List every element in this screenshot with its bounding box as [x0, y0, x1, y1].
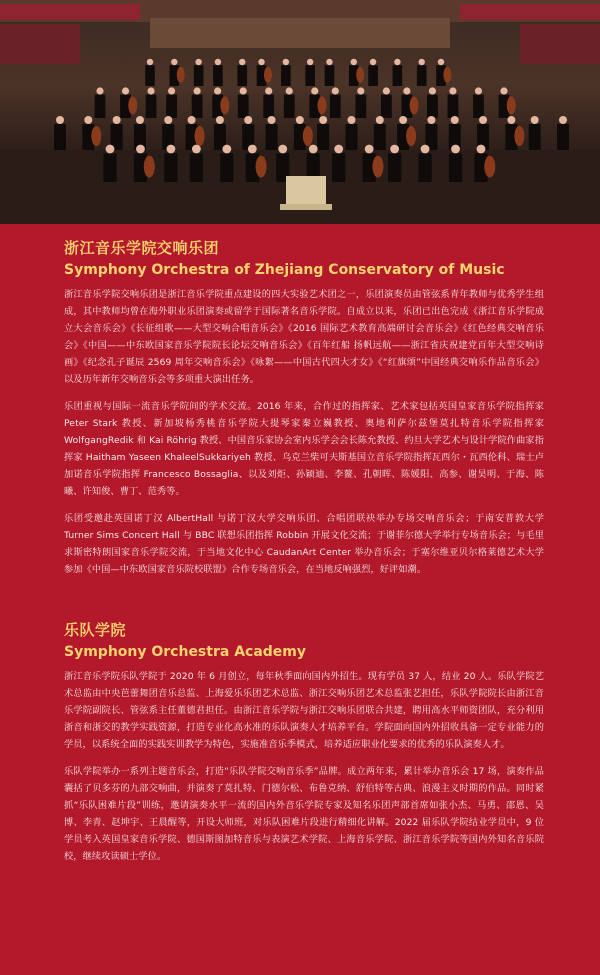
- musician-head: [421, 145, 430, 154]
- musician-head: [278, 145, 287, 154]
- musician-body: [388, 153, 401, 182]
- musician-body: [213, 65, 223, 86]
- musician-head: [319, 116, 327, 124]
- musician-body: [305, 65, 315, 86]
- musician-head: [370, 59, 376, 65]
- musician-head: [240, 87, 247, 94]
- paragraph: 乐团受邀赴英国诺丁汉 AlbertHall 与诺丁汉大学交响乐团、合唱团联袂举办专场交响音乐会；于南安普敦大学 Turner Sims Concert Hall 与 BBC 联想乐团指挥 Robbin 开展文化交流；于谢菲尔德大学举行专场音乐会；与毛里求斯密特朗国家音乐学院交流，于当地文化中心 CaudanArt Center 举办音乐会；于塞尔维亚贝尔格莱德艺术大学参加《中国—中东欧国家音乐院校联盟》合作专场音乐会，在当地反响强烈，好评如潮。: [64, 513, 544, 575]
- musician-head: [365, 145, 374, 154]
- musician-head: [122, 87, 129, 94]
- string-instrument: [128, 96, 137, 114]
- musician-body: [557, 124, 569, 150]
- string-instrument: [144, 156, 155, 178]
- musician-body: [325, 65, 335, 86]
- musician-head: [167, 145, 176, 154]
- musician-head: [168, 87, 175, 94]
- podium-base: [280, 204, 332, 210]
- musician-head: [383, 87, 390, 94]
- stage-back-wall: [150, 18, 450, 48]
- section-title-en: Symphony Orchestra Academy: [64, 644, 306, 660]
- section-symphony-orchestra: [64, 238, 544, 578]
- musician-head: [479, 116, 487, 124]
- musician-head: [215, 59, 221, 65]
- musician-head: [147, 87, 154, 94]
- musician-body: [95, 95, 106, 118]
- string-instrument: [303, 126, 313, 146]
- musician-head: [394, 59, 400, 65]
- musician-head: [451, 116, 459, 124]
- musician-head: [347, 116, 355, 124]
- string-instrument: [410, 96, 419, 114]
- musician-head: [113, 116, 121, 124]
- musician-head: [296, 116, 304, 124]
- musician-body: [417, 65, 427, 86]
- musician-head: [451, 145, 460, 154]
- musician-head: [309, 145, 318, 154]
- musician-head: [334, 145, 343, 154]
- musician-head: [96, 87, 103, 94]
- section-orchestra-academy: [64, 620, 544, 865]
- string-instrument: [372, 156, 383, 178]
- musician-head: [239, 59, 245, 65]
- musician-head: [418, 59, 424, 65]
- musician-body: [418, 153, 431, 182]
- paragraph: 浙江音乐学院乐队学院于 2020 年 6 月创立，每年秋季面向国内外招生。现有学员 37 人，结业 20 人。乐队学院艺术总监由中央芭蕾舞团音乐总监、上海爱乐乐团艺术总监、浙江交响乐团艺术总监张艺担任，乐队学院院长由浙江音乐学院副院长、管弦系主任董德君担任。由浙江音乐学院与浙江交响乐团联合共建，聘用高水平师资团队，充分利用浙音和浙交的教学实践资源，打造专业化高水准的乐队演奏人才培养平台。学院面向国内外招收具备一定专业能力的学员，以系统全面的实践实训教学为特色，实施准音乐季模式，培养适应职业化要求的优秀的乐队演奏人才。: [64, 671, 544, 750]
- musician-head: [195, 59, 201, 65]
- musician-head: [399, 116, 407, 124]
- musician-head: [351, 59, 357, 65]
- musician-body: [330, 95, 341, 118]
- musician-head: [283, 59, 289, 65]
- musician-body: [266, 124, 278, 150]
- paragraph: 乐团重视与国际一流音乐学院间的学术交流。2016 年来，合作过的指挥家、艺术家包括英国皇家音乐学院指挥家 Peter Stark 教授、新加坡杨秀桃音乐学院大提琴家秦立巍教授、奥地利萨尔兹堡莫扎特音乐学院指挥家 WolfgangRedik 和 Kai Röhrig 教授、中国音乐家协会室内乐学会会长陈允教授、约旦大学艺术与设计学院作曲家指挥家 Haitham Yaseen KhaleelSukkariyeh 教授、乌克兰柴可夫斯基国立音乐学院指挥瓦西尔・瓦西伦科、瑞士卢加诺音乐学院指挥 Francesco Bossaglia、以及刘炬、孙颖迪、李鳌、孔朝晖、陈媛阳、高参、谢昊明、于海、陈曦、许知俊、曹丁、范秀等。: [64, 401, 544, 497]
- string-instrument: [484, 156, 495, 178]
- musician-body: [368, 65, 378, 86]
- musician-head: [531, 116, 539, 124]
- musician-head: [265, 87, 272, 94]
- musician-body: [237, 65, 247, 86]
- musician-head: [188, 116, 196, 124]
- string-instrument: [256, 156, 267, 178]
- string-instrument: [220, 96, 229, 114]
- musician-head: [507, 116, 515, 124]
- musician-head: [376, 116, 384, 124]
- main-content: [0, 224, 544, 865]
- musician-body: [238, 95, 249, 118]
- musician-head: [390, 145, 399, 154]
- musician-body: [220, 153, 233, 182]
- musician-body: [473, 95, 484, 118]
- musician-head: [438, 59, 444, 65]
- musician-body: [317, 124, 329, 150]
- string-instrument: [317, 96, 326, 114]
- musician-body: [164, 153, 177, 182]
- musician-head: [500, 87, 507, 94]
- musician-head: [332, 87, 339, 94]
- musician-body: [332, 153, 345, 182]
- string-instrument: [443, 67, 451, 83]
- string-instrument: [507, 96, 516, 114]
- string-instrument: [177, 67, 185, 83]
- musician-head: [164, 116, 172, 124]
- musician-body: [345, 124, 357, 150]
- musician-head: [222, 145, 231, 154]
- musician-head: [559, 116, 567, 124]
- conductor-podium: [286, 176, 326, 206]
- paragraph: 乐队学院举办一系列主题音乐会，打造“乐队学院交响音乐季”品牌。成立两年来，累计举办音乐会 17 场，演奏作品囊括了贝多芬的九部交响曲，并演奏了莫扎特、门德尔松、布鲁克纳、舒伯特等古典、浪漫主义时期的作品。同时紧抓“乐队困难片段”训练，邀请演奏水平一流的国内外音乐学院专家及知名乐团声部首席如张小杰、马勇、邵恩、吴博、李青、赵坤宇、王晨醒等，开设大师班，对乐队困难片段进行精细化讲解。2022 届乐队学院结业学员中，9 位学员考入英国皇家音乐学院、德国斯图加特音乐与表演艺术学院、上海音乐学院、浙江音乐学院等国内外知名音乐院校，继续攻读硕士学位。: [64, 766, 544, 862]
- musician-body: [427, 95, 438, 118]
- musician-head: [171, 59, 177, 65]
- string-instrument: [91, 126, 101, 146]
- musician-head: [147, 59, 153, 65]
- musician-body: [381, 95, 392, 118]
- musician-head: [286, 87, 293, 94]
- musician-head: [311, 87, 318, 94]
- musician-body: [145, 65, 155, 86]
- musician-body: [281, 65, 291, 86]
- musician-head: [194, 87, 201, 94]
- musician-head: [449, 87, 456, 94]
- orchestra-photo-drawing: [0, 0, 600, 224]
- orchestra-photo: [0, 0, 600, 224]
- musician-body: [103, 153, 116, 182]
- musician-body: [194, 65, 204, 86]
- musician-body: [284, 95, 295, 118]
- musician-head: [268, 116, 276, 124]
- musician-head: [214, 87, 221, 94]
- string-instrument: [264, 67, 272, 83]
- musician-head: [427, 116, 435, 124]
- musician-head: [136, 116, 144, 124]
- musician-body: [146, 95, 157, 118]
- musician-body: [54, 124, 66, 150]
- musician-body: [374, 124, 386, 150]
- musician-body: [263, 95, 274, 118]
- section-title-en: Symphony Orchestra of Zhejiang Conservatory of Music: [64, 262, 505, 278]
- musician-body: [355, 95, 366, 118]
- musician-body: [166, 95, 177, 118]
- musician-head: [244, 116, 252, 124]
- string-instrument: [356, 67, 364, 83]
- musician-head: [106, 145, 115, 154]
- section-title-cn: 乐队学院: [64, 621, 127, 639]
- musician-body: [449, 153, 462, 182]
- musician-head: [216, 116, 224, 124]
- string-instrument: [406, 126, 416, 146]
- musician-body: [393, 65, 403, 86]
- musician-head: [136, 145, 145, 154]
- musician-head: [475, 87, 482, 94]
- musician-head: [56, 116, 64, 124]
- musician-head: [477, 145, 486, 154]
- string-instrument: [195, 126, 205, 146]
- musician-head: [258, 59, 264, 65]
- musician-head: [403, 87, 410, 94]
- musician-head: [357, 87, 364, 94]
- musician-head: [84, 116, 92, 124]
- musician-body: [192, 95, 203, 118]
- musician-body: [529, 124, 541, 150]
- musician-body: [190, 153, 203, 182]
- string-instrument: [514, 126, 524, 146]
- musician-head: [248, 145, 257, 154]
- section-title-cn: 浙江音乐学院交响乐团: [64, 239, 220, 257]
- musician-head: [326, 59, 332, 65]
- paragraph: 浙江音乐学院交响乐团是浙江音乐学院重点建设的四大实验艺术团之一，乐团演奏员由管弦系青年教师与优秀学生组成，其中教师均曾在海外职业乐团演奏或留学于国际著名音乐学院。自成立以来，乐团已出色完成《浙江音乐学院成立大会音乐会》《长征组歌——大型交响合唱音乐会》《2016 国际艺术教育高端研讨会音乐会》《红色经典交响音乐会》《中国——中东欧国家音乐学院院长论坛交响音乐会》《百年红船 扬帆远航——浙江省庆祝建党百年大型交响诗画》《纪念孔子诞辰 2569 周年交响音乐会》《咏絮——中国古代四大才女》《“红旗颂”中国经典交响乐作品音乐会》以及历年新年交响音乐会等多项重大演出任务。: [64, 289, 544, 385]
- musician-head: [192, 145, 201, 154]
- musician-head: [429, 87, 436, 94]
- musician-head: [307, 59, 313, 65]
- musician-body: [448, 95, 459, 118]
